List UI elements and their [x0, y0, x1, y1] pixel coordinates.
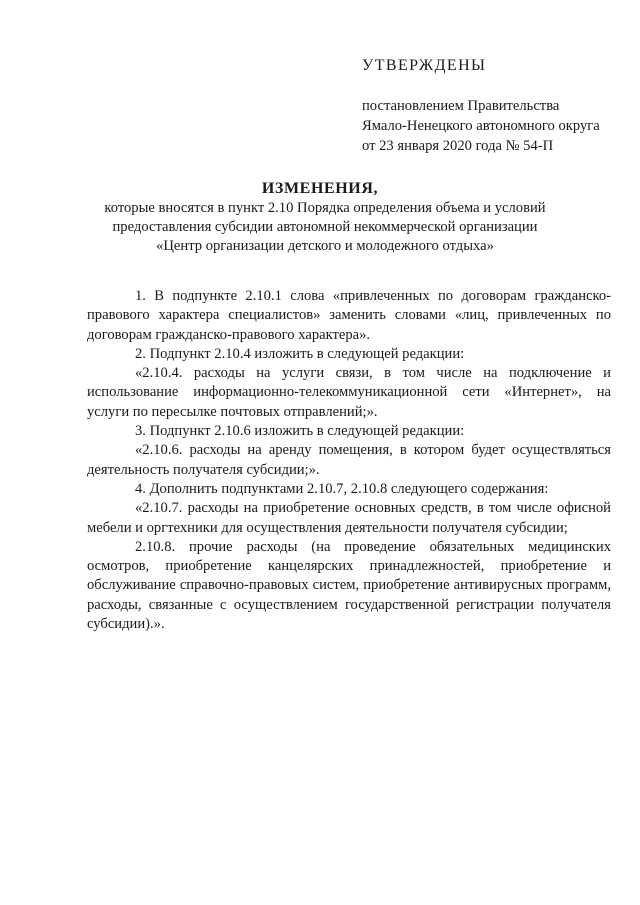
paragraph-quote-2-10-6: «2.10.6. расходы на аренду помещения, в котором будет осуществляться деятельность получателя субсидии;». [87, 442, 611, 478]
paragraph-item-2: 2. Подпункт 2.10.4 изложить в следующей редакции: [135, 345, 465, 362]
subtitle-line: которые вносятся в пункт 2.10 Порядка определения объема и условий [104, 200, 546, 216]
paragraph-quote-2-10-7: «2.10.7. расходы на приобретение основных средств, в том числе офисной мебели и оргтехники для осуществления деятельности получателя субсидии; [87, 500, 611, 536]
subtitle-line: предоставления субсидии автономной некоммерческой организации [112, 219, 538, 235]
approval-title: УТВЕРЖДЕНЫ [362, 57, 487, 74]
changes-title: ИЗМЕНЕНИЯ, [261, 180, 379, 197]
approval-block [362, 56, 612, 156]
approval-line-date: от 23 января 2020 года № 54-П [362, 138, 554, 154]
paragraph-item-3: 3. Подпункт 2.10.6 изложить в следующей редакции: [135, 423, 465, 440]
paragraph-quote-2-10-4: «2.10.4. расходы на услуги связи, в том числе на подключение и использование информационно-телекоммуникационной сети «Интернет», на услуги по пересылке почтовых отправлений;». [87, 365, 611, 420]
changes-subtitle [100, 199, 550, 256]
document-body [87, 287, 611, 634]
subtitle-line: «Центр организации детского и молодежного отдыха» [156, 238, 494, 254]
approval-line-authority: постановлением Правительства [362, 98, 560, 114]
paragraph-quote-2-10-8: 2.10.8. прочие расходы (на проведение обязательных медицинских осмотров, приобретение канцелярских принадлежностей, приобретение и обслуживание справочно-правовых систем, приобретение антивирусных программ, расходы, связанные с осуществлением государственной регистрации получателя субсидии).». [87, 538, 611, 633]
approval-line-region: Ямало-Ненецкого автономного округа [362, 118, 600, 134]
paragraph-item-1: 1. В подпункте 2.10.1 слова «привлеченных по договорам гражданско-правового характера специалистов» заменить словами «лиц, привлеченных по договорам гражданско-правового характера». [87, 288, 611, 343]
paragraph-item-4: 4. Дополнить подпунктами 2.10.7, 2.10.8 следующего содержания: [135, 480, 549, 497]
